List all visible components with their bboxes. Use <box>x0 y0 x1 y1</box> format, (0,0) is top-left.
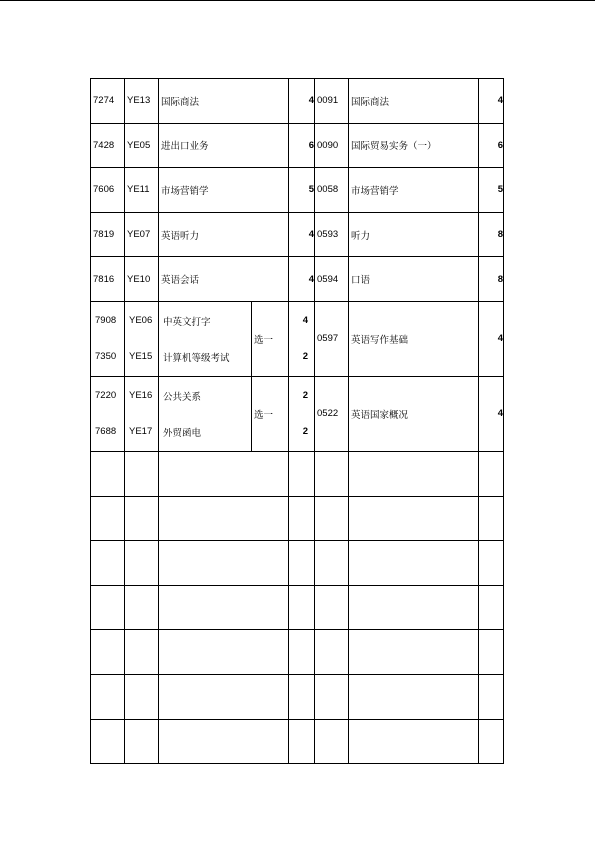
credit <box>289 301 315 376</box>
course-code <box>91 301 125 376</box>
credit: 4 <box>289 212 315 257</box>
table-row-group <box>91 376 504 451</box>
credit: 5 <box>289 168 315 213</box>
course-name-item: 中英文打字 <box>163 316 211 328</box>
exam-code: 0090 <box>315 123 349 168</box>
exam-code: 0597 <box>315 301 349 376</box>
subject-code: YE05 <box>125 123 159 168</box>
exam-credit: 4 <box>479 301 504 376</box>
top-rule <box>0 0 595 1</box>
credit <box>289 376 315 451</box>
exam-code: 0522 <box>315 376 349 451</box>
table-row <box>91 168 504 213</box>
exam-course-name: 口语 <box>349 257 479 302</box>
empty-cell <box>125 541 159 586</box>
course-name: 市场营销学 <box>159 168 289 213</box>
empty-row <box>91 719 504 764</box>
exam-code: 0091 <box>315 79 349 124</box>
empty-cell <box>479 451 504 496</box>
credit-item: 2 <box>302 351 309 363</box>
subject-code <box>125 301 159 376</box>
subject-code-item: YE06 <box>129 315 153 327</box>
credit-item: 2 <box>302 390 309 402</box>
course-code-item: 7688 <box>95 426 117 438</box>
empty-row <box>91 674 504 719</box>
credit: 6 <box>289 123 315 168</box>
empty-cell <box>289 630 315 675</box>
subject-code: YE07 <box>125 212 159 257</box>
course-code: 7816 <box>91 257 125 302</box>
empty-cell <box>479 719 504 764</box>
empty-cell <box>289 674 315 719</box>
course-code-item: 7220 <box>95 390 117 402</box>
table-row <box>91 257 504 302</box>
course-code <box>91 376 125 451</box>
subject-code: YE13 <box>125 79 159 124</box>
empty-cell <box>289 541 315 586</box>
empty-cell <box>159 496 289 541</box>
empty-cell <box>315 630 349 675</box>
empty-row <box>91 541 504 586</box>
exam-course-name: 国际商法 <box>349 79 479 124</box>
credit: 4 <box>289 79 315 124</box>
empty-row <box>91 585 504 630</box>
exam-credit: 8 <box>479 257 504 302</box>
empty-cell <box>91 541 125 586</box>
empty-cell <box>125 674 159 719</box>
empty-cell <box>315 541 349 586</box>
empty-cell <box>289 585 315 630</box>
empty-cell <box>125 585 159 630</box>
exam-course-name: 国际贸易实务（一） <box>349 123 479 168</box>
empty-cell <box>159 541 289 586</box>
empty-cell <box>479 585 504 630</box>
exam-course-name: 听力 <box>349 212 479 257</box>
course-name <box>159 301 252 376</box>
empty-cell <box>159 451 289 496</box>
empty-cell <box>91 719 125 764</box>
subject-code-item: YE15 <box>129 351 153 363</box>
course-name <box>159 376 252 451</box>
course-table <box>90 78 504 764</box>
empty-cell <box>91 674 125 719</box>
empty-cell <box>349 630 479 675</box>
empty-cell <box>479 541 504 586</box>
empty-cell <box>479 674 504 719</box>
empty-cell <box>479 630 504 675</box>
course-name-item: 计算机等级考试 <box>163 352 230 364</box>
credit: 4 <box>289 257 315 302</box>
credit-item: 4 <box>302 315 309 327</box>
exam-credit: 4 <box>479 79 504 124</box>
exam-course-name: 英语国家概况 <box>349 376 479 451</box>
subject-code-item: YE17 <box>129 426 153 438</box>
empty-cell <box>349 451 479 496</box>
empty-cell <box>349 719 479 764</box>
empty-cell <box>125 451 159 496</box>
empty-cell <box>289 719 315 764</box>
table-row-group <box>91 301 504 376</box>
course-code: 7274 <box>91 79 125 124</box>
course-code-item: 7350 <box>95 351 117 363</box>
exam-credit: 5 <box>479 168 504 213</box>
empty-cell <box>159 630 289 675</box>
exam-course-name: 市场营销学 <box>349 168 479 213</box>
empty-cell <box>91 451 125 496</box>
exam-credit: 4 <box>479 376 504 451</box>
course-name: 英语听力 <box>159 212 289 257</box>
empty-cell <box>315 674 349 719</box>
exam-credit: 6 <box>479 123 504 168</box>
exam-credit: 8 <box>479 212 504 257</box>
empty-row <box>91 496 504 541</box>
course-name-item: 公共关系 <box>163 391 202 403</box>
select-one-label: 选一 <box>252 301 289 376</box>
course-code: 7819 <box>91 212 125 257</box>
exam-code: 0594 <box>315 257 349 302</box>
empty-cell <box>289 451 315 496</box>
empty-cell <box>91 496 125 541</box>
subject-code-item: YE16 <box>129 390 153 402</box>
empty-row <box>91 451 504 496</box>
course-code: 7428 <box>91 123 125 168</box>
empty-cell <box>159 674 289 719</box>
empty-cell <box>349 585 479 630</box>
course-name: 英语会话 <box>159 257 289 302</box>
empty-cell <box>315 719 349 764</box>
course-code: 7606 <box>91 168 125 213</box>
empty-cell <box>349 674 479 719</box>
exam-course-name: 英语写作基础 <box>349 301 479 376</box>
empty-cell <box>91 630 125 675</box>
empty-cell <box>315 585 349 630</box>
empty-cell <box>349 541 479 586</box>
subject-code: YE10 <box>125 257 159 302</box>
empty-cell <box>315 496 349 541</box>
subject-code <box>125 376 159 451</box>
exam-code: 0593 <box>315 212 349 257</box>
empty-cell <box>159 585 289 630</box>
empty-cell <box>289 496 315 541</box>
empty-cell <box>125 719 159 764</box>
course-name: 进出口业务 <box>159 123 289 168</box>
empty-cell <box>159 719 289 764</box>
exam-code: 0058 <box>315 168 349 213</box>
empty-cell <box>479 496 504 541</box>
credit-item: 2 <box>302 426 309 438</box>
empty-cell <box>315 451 349 496</box>
empty-row <box>91 630 504 675</box>
empty-cell <box>91 585 125 630</box>
empty-cell <box>125 496 159 541</box>
subject-code: YE11 <box>125 168 159 213</box>
course-code-item: 7908 <box>95 315 117 327</box>
course-name: 国际商法 <box>159 79 289 124</box>
table-row <box>91 212 504 257</box>
select-one-label: 选一 <box>252 376 289 451</box>
empty-cell <box>125 630 159 675</box>
table-row <box>91 123 504 168</box>
table-row <box>91 79 504 124</box>
empty-cell <box>349 496 479 541</box>
course-name-item: 外贸函电 <box>163 427 202 439</box>
